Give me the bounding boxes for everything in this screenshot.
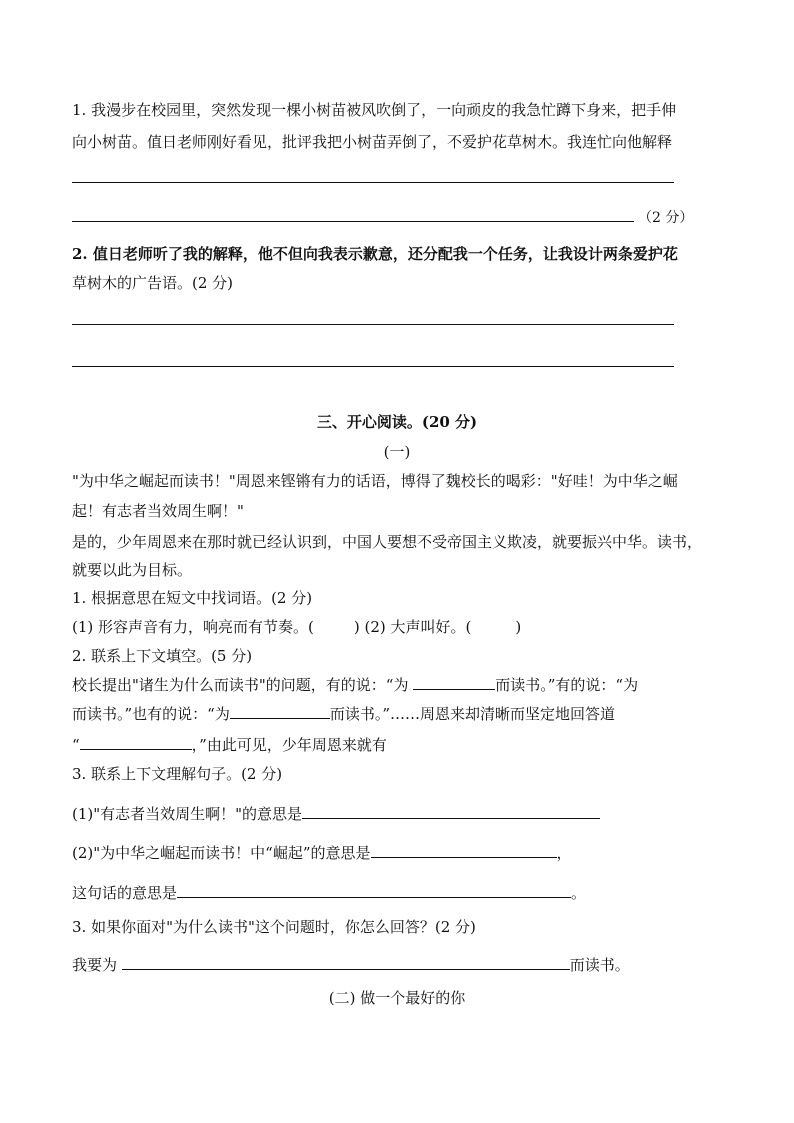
question-2-line-1: 2. 值日老师听了我的解释，他不但向我表示歉意，还分配我一个任务，让我设计两条爱护花 [72,245,678,263]
answer-blank[interactable] [371,842,557,858]
question-1-line-1: 1. 我漫步在校园里，突然发现一棵小树苗被风吹倒了，一向顽皮的我急忙蹲下身来，把手伸 [72,101,677,119]
fill-text: 而读书。”……周恩来却清晰而坚定地回答道 [329,705,616,723]
passage-line: 起！有志者当效周生啊！" [72,502,244,520]
question-1-line-2: 向小树苗。值日老师刚好看见，批评我把小树苗弄倒了，不爱护花草树木。我连忙向他解释 [72,133,673,151]
sentence-text: (1)"有志者当效周生啊！"的意思是 [72,805,303,823]
passage-line: 是的，少年周恩来在那时就已经认识到，中国人要想不受帝国主义欺凌，就要振兴中华。读书， [72,533,703,551]
passage-line: 就要以此为目标。 [72,561,193,579]
question-1-score: （2 分） [638,210,694,226]
answer-sentence [72,954,630,975]
sentence-text: ， [556,844,572,862]
answer-blank[interactable] [413,674,495,690]
item-1-label: (1) 形容声音有力，响亮而有节奏。( [72,618,314,636]
answer-blank[interactable] [122,954,570,970]
sentence-2 [72,842,572,863]
sentence-3 [72,882,586,903]
fill-line-3 [72,734,387,755]
reading-question-1-items [72,617,521,637]
reading-question-3-title: 3. 联系上下文理解句子。(2 分) [72,765,283,783]
part-two-title: (二) 做一个最好的你 [328,989,466,1007]
reading-question-4-title: 3. 如果你面对"为什么读书"这个问题时，你怎么回答？(2 分) [72,918,476,936]
sentence-text: 这句话的意思是 [72,884,178,902]
fill-text: 而读书。”有的说：“为 [495,676,639,694]
question-2-line-2: 草树木的广告语。(2 分) [72,274,234,292]
answer-line[interactable] [72,182,674,183]
reading-question-1-title: 1. 根据意思在短文中找词语。(2 分) [72,589,313,607]
reading-question-2-title: 2. 联系上下文填空。(5 分) [72,647,253,665]
fill-line-2 [72,703,615,724]
part-one-label: (一) [383,443,411,461]
sentence-1 [72,803,600,824]
answer-line[interactable] [72,366,674,367]
answer-line[interactable] [72,324,674,325]
fill-text: 而读书。”也有的说：“为 [72,705,230,723]
passage-line: "为中华之崛起而读书！"周恩来铿锵有力的话语，博得了魏校长的喝彩："好哇！为中华之崛 [72,472,678,490]
fill-text: “ [72,736,80,754]
answer-blank[interactable] [230,703,330,719]
item-1-close: ) [353,618,360,636]
fill-text: 校长提出"诸生为什么而读书"的问题，有的说：“为 [72,676,409,694]
answer-line[interactable] [72,221,634,222]
fill-text: ，”由此可见，少年周恩来就有 [191,736,387,754]
sentence-text: 而读书。 [569,956,630,974]
section-title: 三、开心阅读。(20 分) [316,413,478,431]
sentence-text: 。 [571,884,587,902]
fill-line-1 [72,674,638,695]
item-2-label: (2) 大声叫好。( [364,618,472,636]
sentence-text: (2)"为中华之崛起而读书！中“崛起”的意思是 [72,844,371,862]
answer-blank[interactable] [302,803,600,819]
answer-blank[interactable] [80,734,192,750]
item-2-close: ) [515,618,522,636]
answer-blank[interactable] [177,882,571,898]
sentence-text: 我要为 [72,956,118,974]
